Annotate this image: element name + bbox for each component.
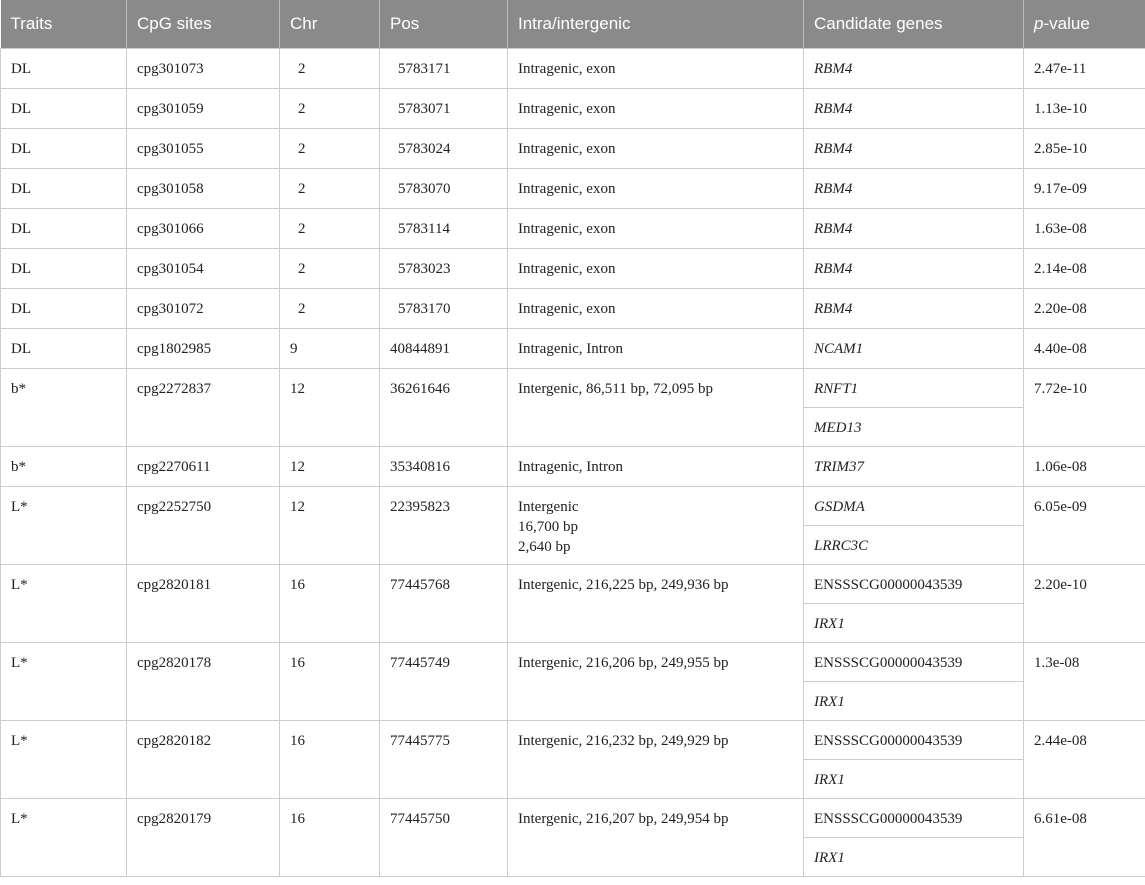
cell-gene: ENSSSCG00000043539 — [804, 720, 1024, 759]
cell-trait: L* — [1, 642, 127, 720]
cell-trait: DL — [1, 328, 127, 368]
cell-pvalue: 6.61e-08 — [1024, 798, 1145, 876]
cell-gene: MED13 — [804, 407, 1024, 446]
cell-intra: Intergenic, 216,206 bp, 249,955 bp — [508, 642, 804, 720]
cell-pvalue: 1.3e-08 — [1024, 642, 1145, 720]
table-row — [1, 446, 1145, 486]
cell-gene: LRRC3C — [804, 525, 1024, 564]
cell-cpg: cpg301059 — [127, 88, 280, 128]
cell-gene: RBM4 — [804, 248, 1024, 288]
table-row — [1, 486, 1145, 525]
cell-cpg: cpg2272837 — [127, 368, 280, 446]
cell-pvalue: 1.13e-10 — [1024, 88, 1145, 128]
cell-pvalue: 1.63e-08 — [1024, 208, 1145, 248]
table-row — [1, 720, 1145, 759]
cell-gene: RNFT1 — [804, 368, 1024, 407]
cell-intra: Intragenic, Intron — [508, 446, 804, 486]
cell-trait: DL — [1, 248, 127, 288]
cell-gene: IRX1 — [804, 603, 1024, 642]
cell-trait: L* — [1, 798, 127, 876]
cell-pvalue: 2.85e-10 — [1024, 128, 1145, 168]
table-row — [1, 368, 1145, 407]
cell-pos: 5783070 — [380, 168, 508, 208]
cell-cpg: cpg2252750 — [127, 486, 280, 564]
cell-pvalue: 4.40e-08 — [1024, 328, 1145, 368]
cell-chr: 16 — [280, 642, 380, 720]
cell-chr: 12 — [280, 368, 380, 446]
header-cpg-sites: CpG sites — [127, 0, 280, 48]
cell-chr: 2 — [280, 248, 380, 288]
cell-chr: 16 — [280, 798, 380, 876]
cell-gene: RBM4 — [804, 208, 1024, 248]
cell-trait: DL — [1, 48, 127, 88]
table-row — [1, 128, 1145, 168]
cell-pvalue: 2.47e-11 — [1024, 48, 1145, 88]
cell-intra — [508, 486, 804, 564]
cell-pos: 77445749 — [380, 642, 508, 720]
cell-cpg: cpg2270611 — [127, 446, 280, 486]
table-row — [1, 208, 1145, 248]
header-p-suffix: -value — [1043, 14, 1090, 33]
cell-intra: Intragenic, exon — [508, 88, 804, 128]
cell-pos: 5783024 — [380, 128, 508, 168]
cell-gene: ENSSSCG00000043539 — [804, 564, 1024, 603]
cell-gene: RBM4 — [804, 88, 1024, 128]
cell-chr: 2 — [280, 48, 380, 88]
cell-trait: DL — [1, 88, 127, 128]
table-row — [1, 798, 1145, 837]
header-p-value — [1024, 0, 1145, 48]
cell-cpg: cpg301066 — [127, 208, 280, 248]
cell-chr: 16 — [280, 564, 380, 642]
table-row — [1, 248, 1145, 288]
cell-chr: 2 — [280, 168, 380, 208]
cell-pos: 5783171 — [380, 48, 508, 88]
header-chr: Chr — [280, 0, 380, 48]
header-row — [1, 0, 1145, 48]
intra-line: 2,640 bp — [518, 538, 571, 555]
cell-chr: 16 — [280, 720, 380, 798]
cell-pvalue: 2.44e-08 — [1024, 720, 1145, 798]
cell-trait: L* — [1, 564, 127, 642]
cell-gene: RBM4 — [804, 288, 1024, 328]
cell-pvalue: 7.72e-10 — [1024, 368, 1145, 446]
cell-cpg: cpg301055 — [127, 128, 280, 168]
cell-pvalue: 6.05e-09 — [1024, 486, 1145, 564]
cell-pvalue: 9.17e-09 — [1024, 168, 1145, 208]
cell-gene: RBM4 — [804, 168, 1024, 208]
cell-cpg: cpg1802985 — [127, 328, 280, 368]
table-row — [1, 88, 1145, 128]
table-row — [1, 328, 1145, 368]
cell-pos: 5783071 — [380, 88, 508, 128]
cell-cpg: cpg301058 — [127, 168, 280, 208]
cell-intra: Intragenic, exon — [508, 128, 804, 168]
header-candidate-genes: Candidate genes — [804, 0, 1024, 48]
cell-gene: IRX1 — [804, 681, 1024, 720]
cell-intra: Intergenic, 86,511 bp, 72,095 bp — [508, 368, 804, 446]
cell-cpg: cpg2820179 — [127, 798, 280, 876]
cell-cpg: cpg2820181 — [127, 564, 280, 642]
cell-pos: 36261646 — [380, 368, 508, 446]
cell-pos: 5783114 — [380, 208, 508, 248]
cell-gene: TRIM37 — [804, 446, 1024, 486]
cell-trait: DL — [1, 168, 127, 208]
cell-gene: GSDMA — [804, 486, 1024, 525]
intra-line: 16,700 bp — [518, 518, 578, 535]
table-row — [1, 564, 1145, 603]
intra-line: Intergenic — [518, 498, 579, 515]
cell-intra: Intragenic, Intron — [508, 328, 804, 368]
cell-pvalue: 2.14e-08 — [1024, 248, 1145, 288]
cell-intra: Intragenic, exon — [508, 48, 804, 88]
cell-chr: 12 — [280, 446, 380, 486]
cell-intra: Intragenic, exon — [508, 208, 804, 248]
header-pos: Pos — [380, 0, 508, 48]
cell-intra: Intergenic, 216,232 bp, 249,929 bp — [508, 720, 804, 798]
cell-cpg: cpg301054 — [127, 248, 280, 288]
cell-pos: 77445768 — [380, 564, 508, 642]
table-row — [1, 288, 1145, 328]
cell-pvalue: 2.20e-08 — [1024, 288, 1145, 328]
cell-cpg: cpg2820182 — [127, 720, 280, 798]
table-header — [1, 0, 1145, 48]
table-row — [1, 168, 1145, 208]
cell-pos: 77445750 — [380, 798, 508, 876]
cell-gene: RBM4 — [804, 128, 1024, 168]
table-row — [1, 48, 1145, 88]
header-traits: Traits — [1, 0, 127, 48]
cell-trait: L* — [1, 720, 127, 798]
table-row — [1, 642, 1145, 681]
cell-chr: 2 — [280, 128, 380, 168]
cell-trait: DL — [1, 208, 127, 248]
cell-trait: b* — [1, 368, 127, 446]
cell-chr: 2 — [280, 208, 380, 248]
cell-intra: Intergenic, 216,225 bp, 249,936 bp — [508, 564, 804, 642]
cell-gene: ENSSSCG00000043539 — [804, 798, 1024, 837]
cell-pvalue: 1.06e-08 — [1024, 446, 1145, 486]
cell-cpg: cpg2820178 — [127, 642, 280, 720]
cell-pos: 77445775 — [380, 720, 508, 798]
cell-trait: DL — [1, 128, 127, 168]
cell-pos: 35340816 — [380, 446, 508, 486]
cell-chr: 12 — [280, 486, 380, 564]
cell-pos: 40844891 — [380, 328, 508, 368]
cell-intra: Intergenic, 216,207 bp, 249,954 bp — [508, 798, 804, 876]
cell-trait: b* — [1, 446, 127, 486]
cell-intra: Intragenic, exon — [508, 288, 804, 328]
cell-chr: 9 — [280, 328, 380, 368]
cell-chr: 2 — [280, 288, 380, 328]
cell-pos: 5783023 — [380, 248, 508, 288]
header-intra-intergenic: Intra/intergenic — [508, 0, 804, 48]
header-p-italic: p — [1034, 14, 1044, 33]
cell-gene: IRX1 — [804, 837, 1024, 876]
cell-cpg: cpg301072 — [127, 288, 280, 328]
cell-gene: RBM4 — [804, 48, 1024, 88]
cell-chr: 2 — [280, 88, 380, 128]
cell-intra: Intragenic, exon — [508, 168, 804, 208]
cell-gene: NCAM1 — [804, 328, 1024, 368]
cell-pos: 5783170 — [380, 288, 508, 328]
cell-intra: Intragenic, exon — [508, 248, 804, 288]
cell-trait: DL — [1, 288, 127, 328]
cell-pvalue: 2.20e-10 — [1024, 564, 1145, 642]
cell-gene: ENSSSCG00000043539 — [804, 642, 1024, 681]
cell-gene: IRX1 — [804, 759, 1024, 798]
table-body — [1, 48, 1145, 876]
cell-trait: L* — [1, 486, 127, 564]
cell-pos: 22395823 — [380, 486, 508, 564]
cell-cpg: cpg301073 — [127, 48, 280, 88]
